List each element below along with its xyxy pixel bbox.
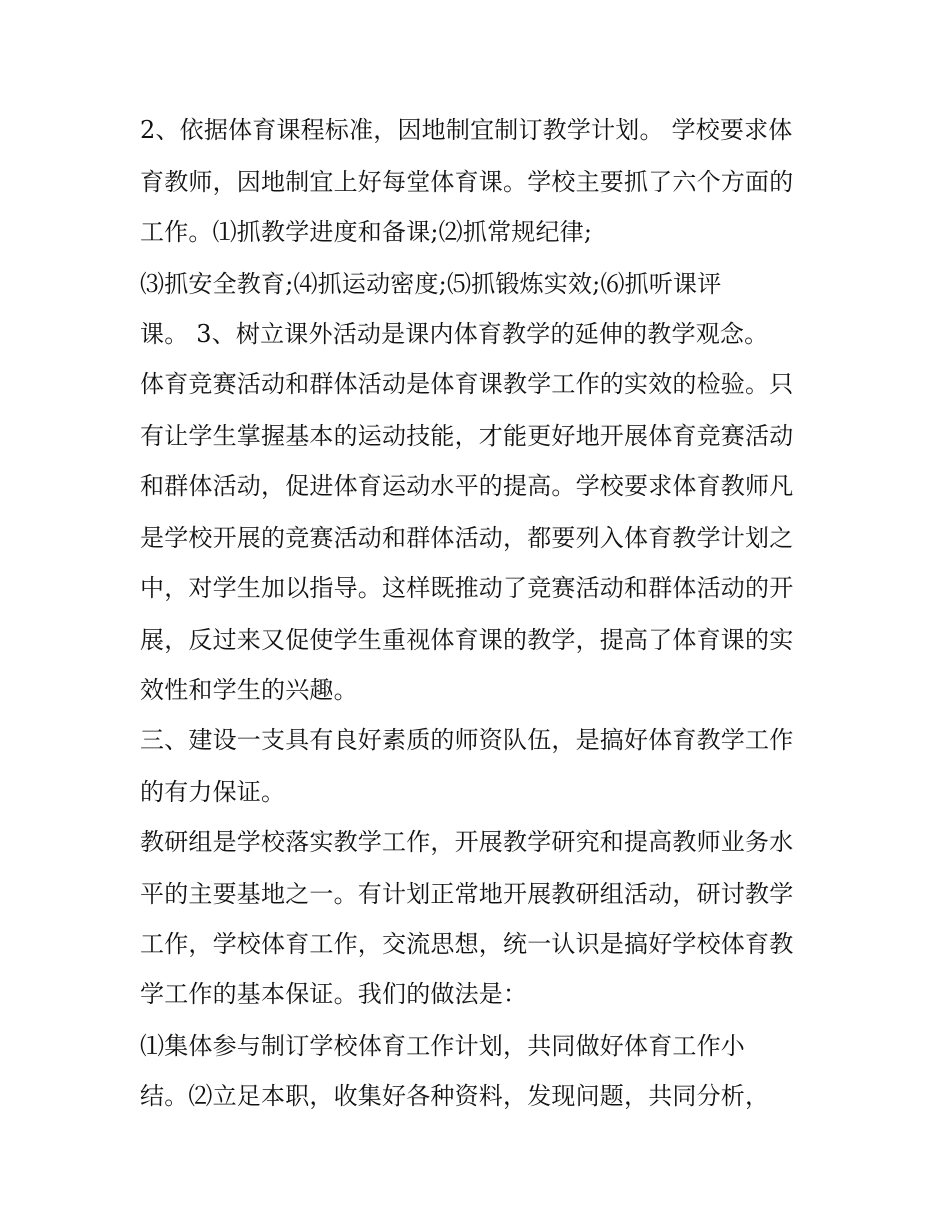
text-line-16: 平的主要基地之一。有计划正常地开展教研组活动，研讨教学 xyxy=(140,880,794,908)
text-line-13: 三、建设一支具有良好素质的师资队伍，是搞好体育教学工作 xyxy=(140,726,794,754)
text-line-19: ⑴集体参与制订学校体育工作计划，共同做好体育工作小 xyxy=(140,1032,745,1060)
text-line-20: 结。⑵立足本职，收集好各种资料，发现问题，共同分析， xyxy=(140,1082,770,1110)
text-line-7: 有让学生掌握基本的运动技能，才能更好地开展体育竞赛活动 xyxy=(140,422,794,450)
text-line-15: 教研组是学校落实教学工作，开展教学研究和提高教师业务水 xyxy=(140,828,794,856)
text-line-18: 学工作的基本保证。我们的做法是： xyxy=(140,980,528,1008)
text-line-4: ⑶抓安全教育;⑷抓运动密度;⑸抓锻炼实效;⑹抓听课评 xyxy=(140,270,722,298)
text-line-14: 的有力保证。 xyxy=(140,778,286,806)
text-line-17: 工作，学校体育工作，交流思想，统一认识是搞好学校体育教 xyxy=(140,930,794,958)
text-line-2: 育教师，因地制宜上好每堂体育课。学校主要抓了六个方面的 xyxy=(140,168,794,196)
text-line-1: 2、依据体育课程标准，因地制宜制订教学计划。 学校要求体 xyxy=(140,116,793,144)
text-line-11: 展，反过来又促使学生重视体育课的教学，提高了体育课的实 xyxy=(140,626,794,654)
text-line-12: 效性和学生的兴趣。 xyxy=(140,676,358,704)
text-line-3: 工作。⑴抓教学进度和备课;⑵抓常规纪律; xyxy=(140,218,593,246)
text-line-5: 课。 3、树立课外活动是课内体育教学的延伸的教学观念。 xyxy=(140,320,769,348)
text-line-6: 体育竞赛活动和群体活动是体育课教学工作的实效的检验。只 xyxy=(140,370,794,398)
text-line-8: 和群体活动，促进体育运动水平的提高。学校要求体育教师凡 xyxy=(140,472,794,500)
text-line-9: 是学校开展的竞赛活动和群体活动，都要列入体育教学计划之 xyxy=(140,524,794,552)
text-line-10: 中，对学生加以指导。这样既推动了竞赛活动和群体活动的开 xyxy=(140,574,794,602)
